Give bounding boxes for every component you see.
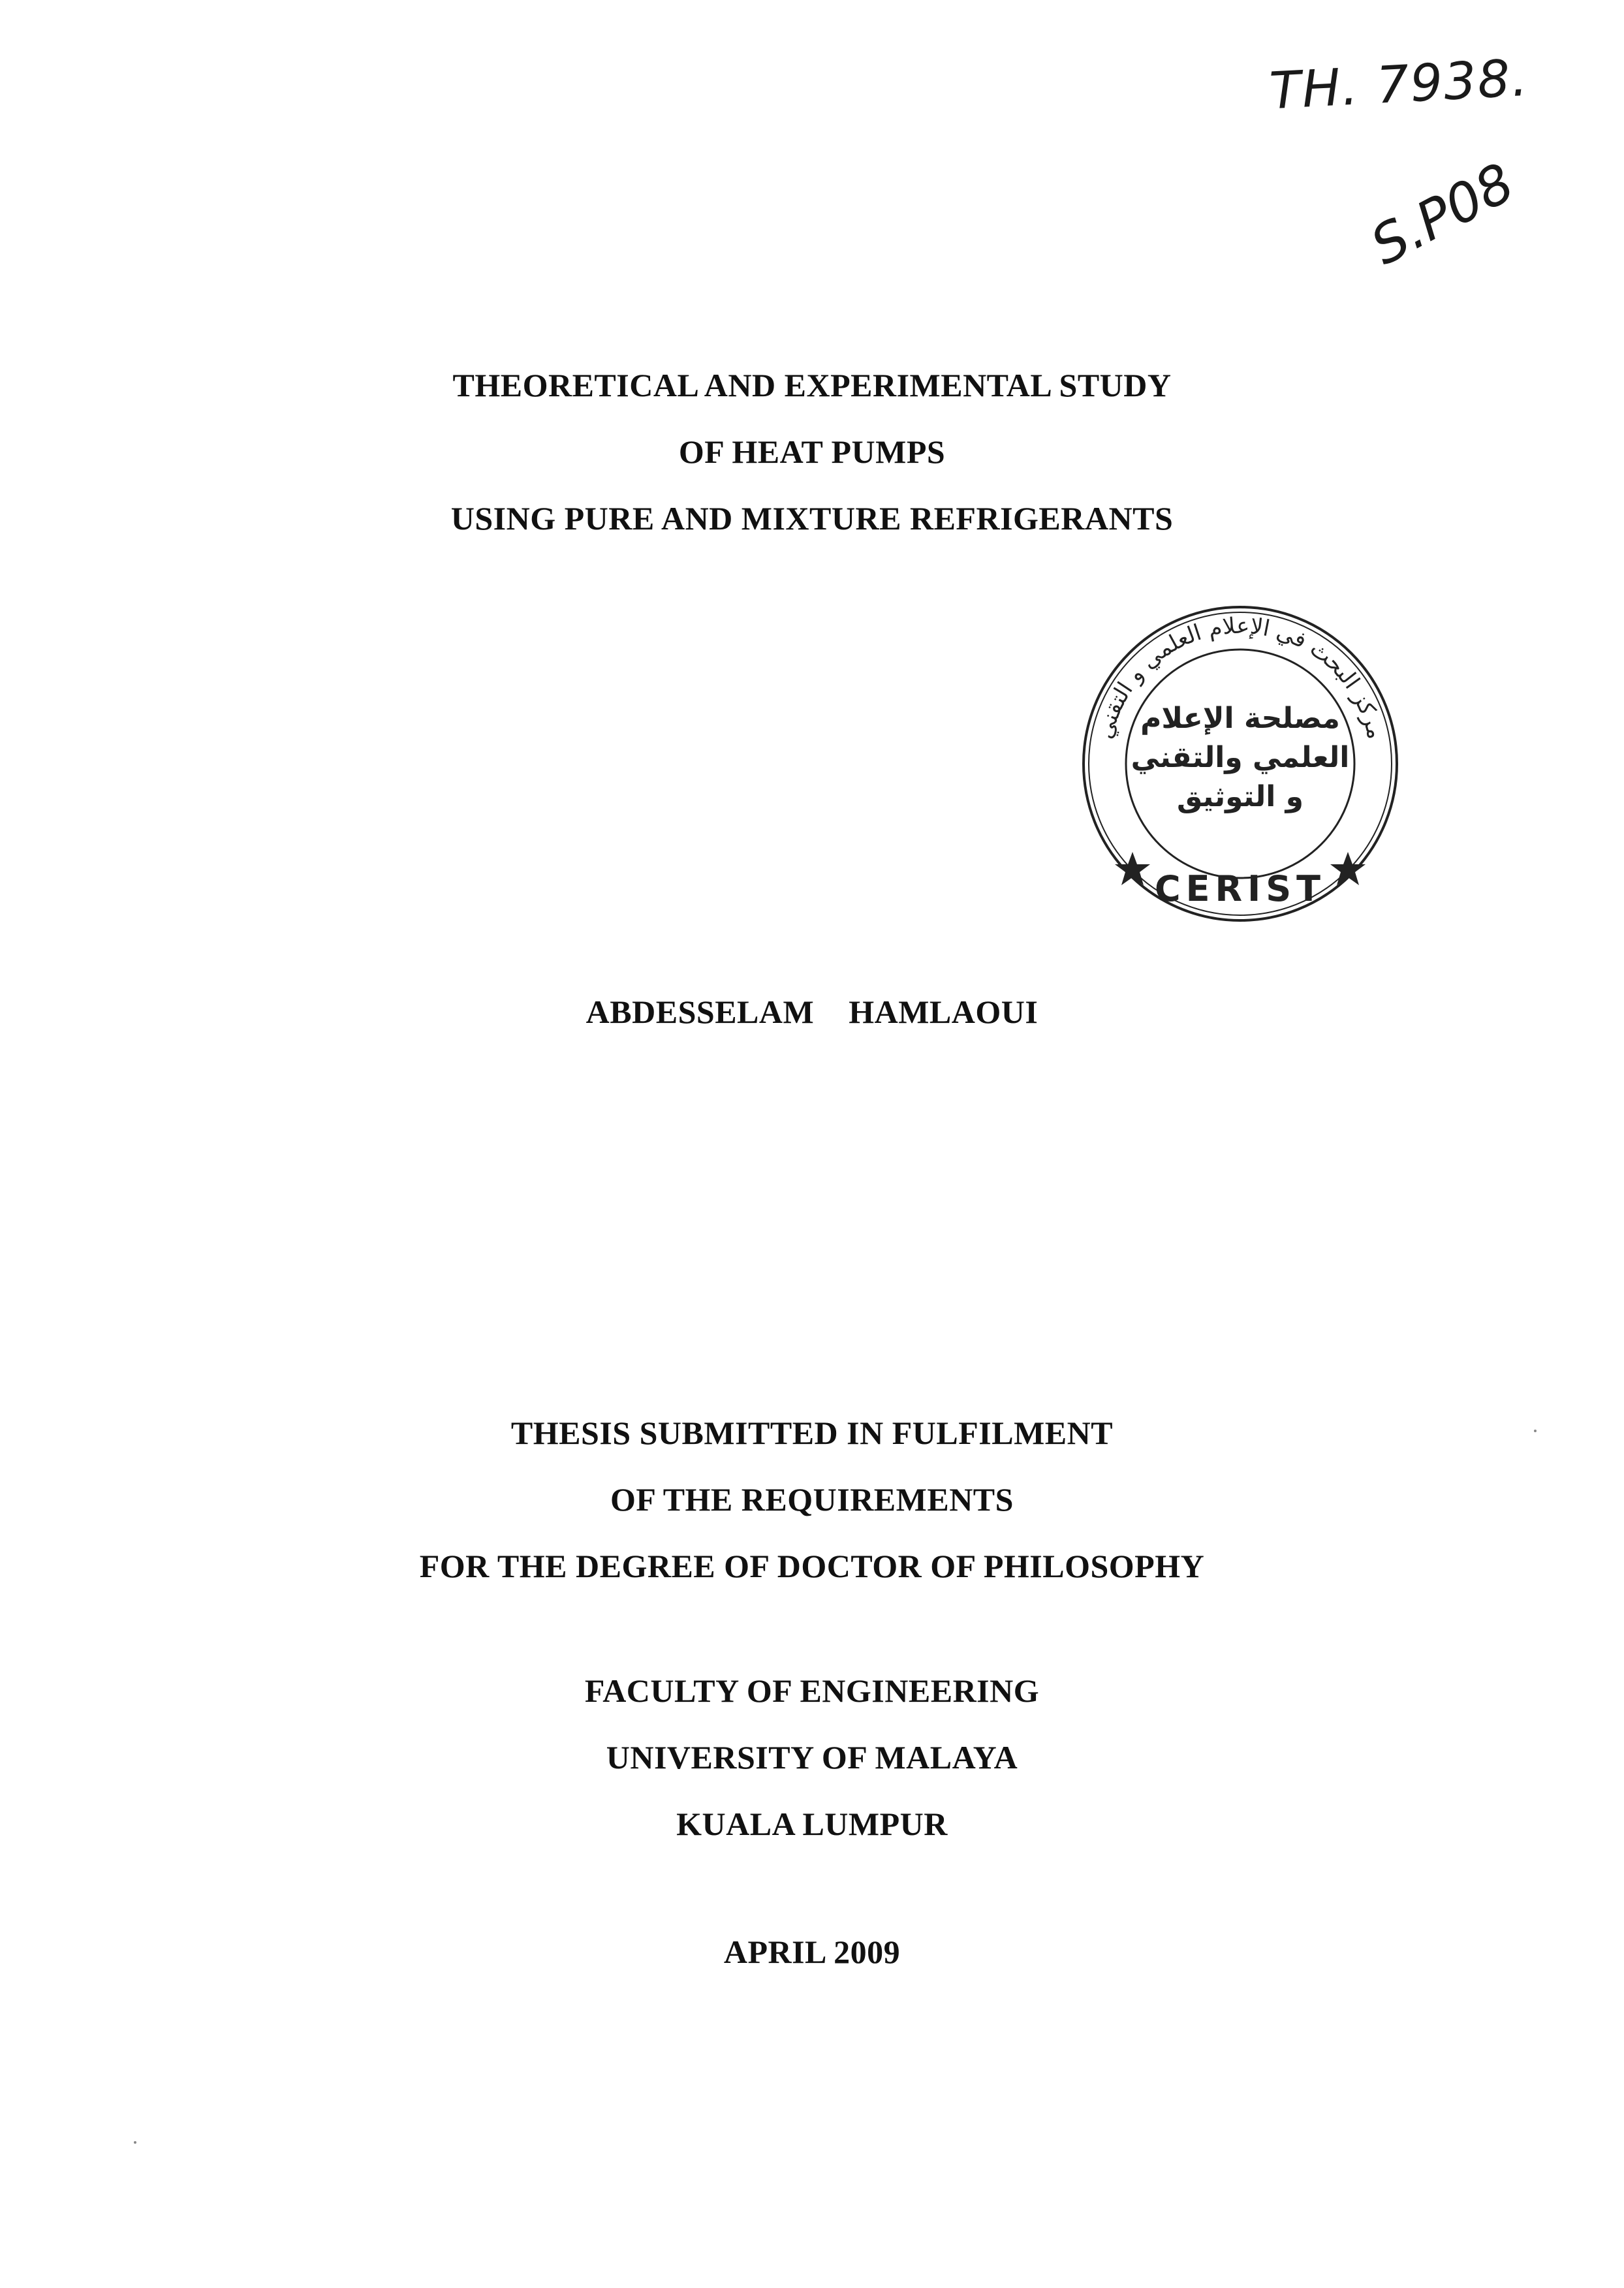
scan-speck: [134, 2141, 136, 2144]
stamp-acronym: CERIST: [1155, 868, 1326, 909]
faculty-name: FACULTY OF ENGINEERING: [584, 1672, 1040, 1709]
author-name: ABDESSELAM HAMLAOUI: [586, 994, 1038, 1030]
submission-line-2: OF THE REQUIREMENTS: [610, 1481, 1014, 1518]
submission-line-3: FOR THE DEGREE OF DOCTOR OF PHILOSOPHY: [419, 1548, 1205, 1584]
thesis-title-line-3: USING PURE AND MIXTURE REFRIGERANTS: [450, 500, 1174, 537]
scan-speck: [1534, 1430, 1537, 1432]
university-name: UNIVERSITY OF MALAYA: [606, 1739, 1018, 1776]
thesis-title-line-1: THEORETICAL AND EXPERIMENTAL STUDY: [452, 367, 1172, 403]
handwritten-reference-number: TH. 7938.: [1268, 48, 1531, 121]
stamp-inner-line-1: مصلحة الإعلام: [1140, 702, 1340, 735]
stamp-inner-line-2: العلمي والتقني: [1131, 741, 1350, 774]
handwritten-shelf-code: S.P08: [1361, 151, 1524, 277]
submission-line-1: THESIS SUBMITTED IN FULFILMENT: [510, 1415, 1114, 1451]
city-name: KUALA LUMPUR: [676, 1806, 948, 1842]
thesis-title-line-2: OF HEAT PUMPS: [678, 433, 946, 470]
submission-date: APRIL 2009: [723, 1934, 901, 1970]
cerist-library-stamp: [1070, 594, 1410, 933]
stamp-outer-arabic-text: مركز البحث في الإعلام العلمي و التقني: [1091, 612, 1389, 742]
stamp-inner-line-3: و التوثيق: [1177, 780, 1304, 813]
